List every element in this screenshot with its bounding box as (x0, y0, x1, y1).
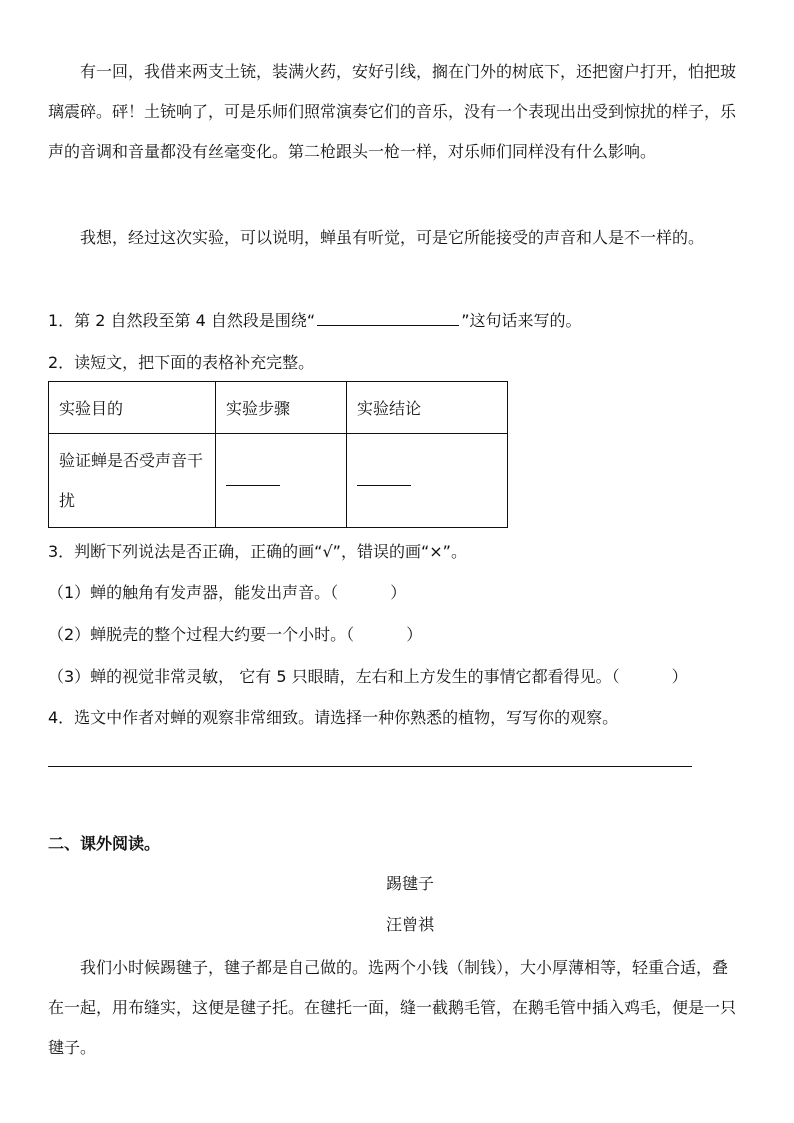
question-1-text-end: ”这句话来写的。 (461, 311, 582, 330)
question-2: 2．读短文，把下面的表格补充完整。 (48, 353, 315, 372)
close-paren: ） (671, 667, 688, 686)
question-1 (48, 309, 581, 333)
passage-paragraph-1: 我们小时候踢毽子，毽子都是自己做的。选两个小钱（制钱），大小厚薄相等，轻重合适，叠在一起，用布缝实，这便是毽子托。在毽托一面，缝一截鹅毛管，在鹅毛管中插入鸡毛，便是一只毽子。 (48, 958, 737, 1057)
table-row (49, 434, 508, 528)
experiment-table (48, 381, 508, 528)
passage-title: 踢毽子 (385, 874, 434, 893)
question-3-item-2 (48, 623, 422, 647)
table-header-conclusion: 实验结论 (347, 382, 508, 434)
table-header-row (49, 382, 508, 434)
answer-line[interactable] (48, 766, 692, 767)
steps-answer-blank[interactable] (226, 485, 280, 486)
question-3-item-2-text: （2）蝉脱壳的整个过程大约要一个小时。（ (48, 625, 355, 644)
answer-blank-1[interactable] (317, 309, 459, 326)
question-3-item-1-text: （1）蝉的触角有发声器，能发出声音。（ (48, 583, 339, 602)
conclusion-answer-blank[interactable] (357, 485, 411, 486)
passage-author: 汪曾祺 (385, 915, 434, 934)
table-cell-steps[interactable] (216, 434, 347, 528)
question-3-item-3-text: （3）蝉的视觉非常灵敏， 它有 5 只眼睛，左右和上方发生的事情它都看得见。（ (48, 667, 620, 686)
table-header-purpose: 实验目的 (49, 382, 216, 434)
reading-paragraph-1: 有一回，我借来两支土铳，装满火药，安好引线，搁在门外的树底下，还把窗户打开，怕把玻璃震碎。砰！土铳响了，可是乐师们照常演奏它们的音乐，没有一个表现出出受到惊扰的样子，乐声的音调和音量都没有丝毫变化。第二枪跟头一枪一样，对乐师们同样没有什么影响。 (48, 62, 737, 161)
question-3-item-3 (48, 665, 688, 689)
table-cell-purpose: 验证蝉是否受声音干扰 (49, 434, 216, 528)
question-4: 4．选文中作者对蝉的观察非常细致。请选择一种你熟悉的植物，写写你的观察。 (48, 708, 619, 727)
section-heading: 二、课外阅读。 (48, 834, 161, 853)
reading-paragraph-2: 我想，经过这次实验，可以说明，蝉虽有听觉，可是它所能接受的声音和人是不一样的。 (80, 228, 705, 247)
close-paren: ） (406, 625, 423, 644)
close-paren: ） (390, 583, 407, 602)
question-3-item-1 (48, 581, 406, 605)
table-header-steps: 实验步骤 (216, 382, 347, 434)
question-1-text: 1．第 2 自然段至第 4 自然段是围绕“ (48, 311, 316, 330)
question-3: 3．判断下列说法是否正确，正确的画“√”，错误的画“×”。 (48, 542, 467, 561)
table-cell-conclusion[interactable] (347, 434, 508, 528)
